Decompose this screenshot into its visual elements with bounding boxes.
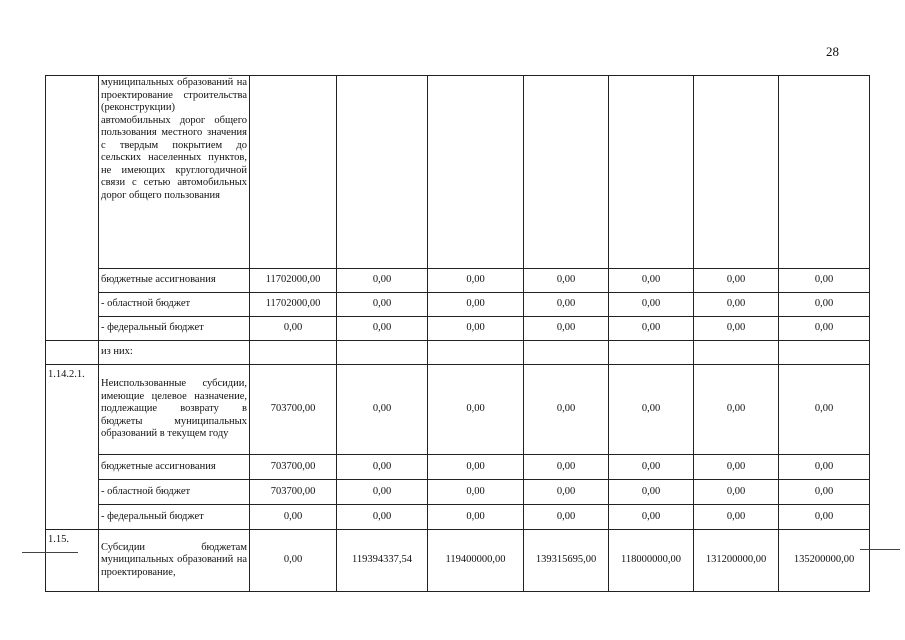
budget-table (45, 75, 870, 592)
value-cell: 0,00 (428, 317, 524, 341)
value-cell: 0,00 (779, 505, 870, 530)
value-cell (694, 341, 779, 365)
value-cell: 0,00 (337, 365, 428, 455)
value-cell: 0,00 (694, 269, 779, 293)
value-cell (428, 76, 524, 269)
budget-table-container (45, 75, 869, 592)
value-cell: 0,00 (609, 365, 694, 455)
row-description: бюджетные ассигнования (99, 269, 250, 293)
value-cell: 0,00 (524, 365, 609, 455)
table-row (46, 293, 870, 317)
value-cell: 0,00 (337, 505, 428, 530)
value-cell: 0,00 (250, 317, 337, 341)
table-row (46, 365, 870, 455)
row-description: - областной бюджет (99, 293, 250, 317)
value-cell: 0,00 (609, 317, 694, 341)
value-cell: 139315695,00 (524, 530, 609, 592)
value-cell: 703700,00 (250, 480, 337, 505)
row-code (46, 76, 99, 341)
row-description: Субсидии бюджетам муниципальных образований на проектирование, (99, 530, 250, 592)
value-cell (779, 341, 870, 365)
value-cell: 0,00 (428, 505, 524, 530)
row-description: бюджетные ассигнования (99, 455, 250, 480)
row-description: - федеральный бюджет (99, 505, 250, 530)
row-description: - федеральный бюджет (99, 317, 250, 341)
row-description: муниципальных образований на проектирование строительства (реконструкции) автомобильных дорог общего пользования местного значения с твердым покрытием до сельских населенных пунктов, не имеющих круглогодичной связи с сетью автомобильных дорог общего пользования (99, 76, 250, 269)
value-cell: 0,00 (694, 505, 779, 530)
table-row (46, 505, 870, 530)
value-cell: 0,00 (428, 293, 524, 317)
page-number: 28 (826, 44, 839, 59)
value-cell: 0,00 (694, 365, 779, 455)
value-cell: 0,00 (779, 293, 870, 317)
value-cell: 0,00 (694, 455, 779, 480)
value-cell: 0,00 (609, 455, 694, 480)
value-cell: 0,00 (250, 505, 337, 530)
value-cell: 0,00 (524, 505, 609, 530)
value-cell: 11702000,00 (250, 269, 337, 293)
value-cell: 0,00 (524, 455, 609, 480)
value-cell: 0,00 (779, 317, 870, 341)
value-cell: 119394337,54 (337, 530, 428, 592)
row-description: Неиспользованные субсидии, имеющие целевое назначение, подлежащие возврату в бюджеты муниципальных образований в текущем году (99, 365, 250, 455)
value-cell: 0,00 (694, 480, 779, 505)
value-cell (337, 76, 428, 269)
value-cell: 0,00 (428, 455, 524, 480)
value-cell: 703700,00 (250, 455, 337, 480)
value-cell: 119400000,00 (428, 530, 524, 592)
value-cell (428, 341, 524, 365)
value-cell (250, 76, 337, 269)
row-code: 1.14.2.1. (46, 365, 99, 530)
value-cell: 135200000,00 (779, 530, 870, 592)
table-row (46, 76, 870, 269)
value-cell: 0,00 (524, 317, 609, 341)
value-cell: 0,00 (694, 293, 779, 317)
row-description: из них: (99, 341, 250, 365)
row-description: - областной бюджет (99, 480, 250, 505)
value-cell (694, 76, 779, 269)
table-row (46, 269, 870, 293)
value-cell (524, 76, 609, 269)
value-cell: 0,00 (779, 455, 870, 480)
value-cell: 0,00 (337, 480, 428, 505)
value-cell (250, 341, 337, 365)
value-cell: 11702000,00 (250, 293, 337, 317)
page-break-line-right (860, 549, 900, 550)
value-cell: 0,00 (779, 269, 870, 293)
value-cell: 0,00 (779, 365, 870, 455)
value-cell: 0,00 (337, 293, 428, 317)
row-code: 1.15. (46, 530, 99, 592)
table-row (46, 317, 870, 341)
page-break-line-left (22, 552, 78, 553)
value-cell (779, 76, 870, 269)
value-cell: 0,00 (524, 293, 609, 317)
value-cell: 118000000,00 (609, 530, 694, 592)
value-cell: 0,00 (609, 505, 694, 530)
value-cell (609, 341, 694, 365)
value-cell (609, 76, 694, 269)
value-cell: 0,00 (337, 269, 428, 293)
table-row (46, 530, 870, 592)
value-cell: 0,00 (524, 480, 609, 505)
value-cell: 131200000,00 (694, 530, 779, 592)
table-row (46, 341, 870, 365)
value-cell: 0,00 (337, 455, 428, 480)
value-cell: 0,00 (428, 365, 524, 455)
value-cell: 0,00 (428, 480, 524, 505)
value-cell: 0,00 (337, 317, 428, 341)
table-row (46, 455, 870, 480)
value-cell: 0,00 (609, 480, 694, 505)
value-cell (524, 341, 609, 365)
value-cell (337, 341, 428, 365)
table-row (46, 480, 870, 505)
value-cell: 0,00 (694, 317, 779, 341)
value-cell: 0,00 (250, 530, 337, 592)
value-cell: 0,00 (428, 269, 524, 293)
value-cell: 0,00 (779, 480, 870, 505)
value-cell: 0,00 (524, 269, 609, 293)
value-cell: 0,00 (609, 269, 694, 293)
value-cell: 703700,00 (250, 365, 337, 455)
value-cell: 0,00 (609, 293, 694, 317)
row-code (46, 341, 99, 365)
